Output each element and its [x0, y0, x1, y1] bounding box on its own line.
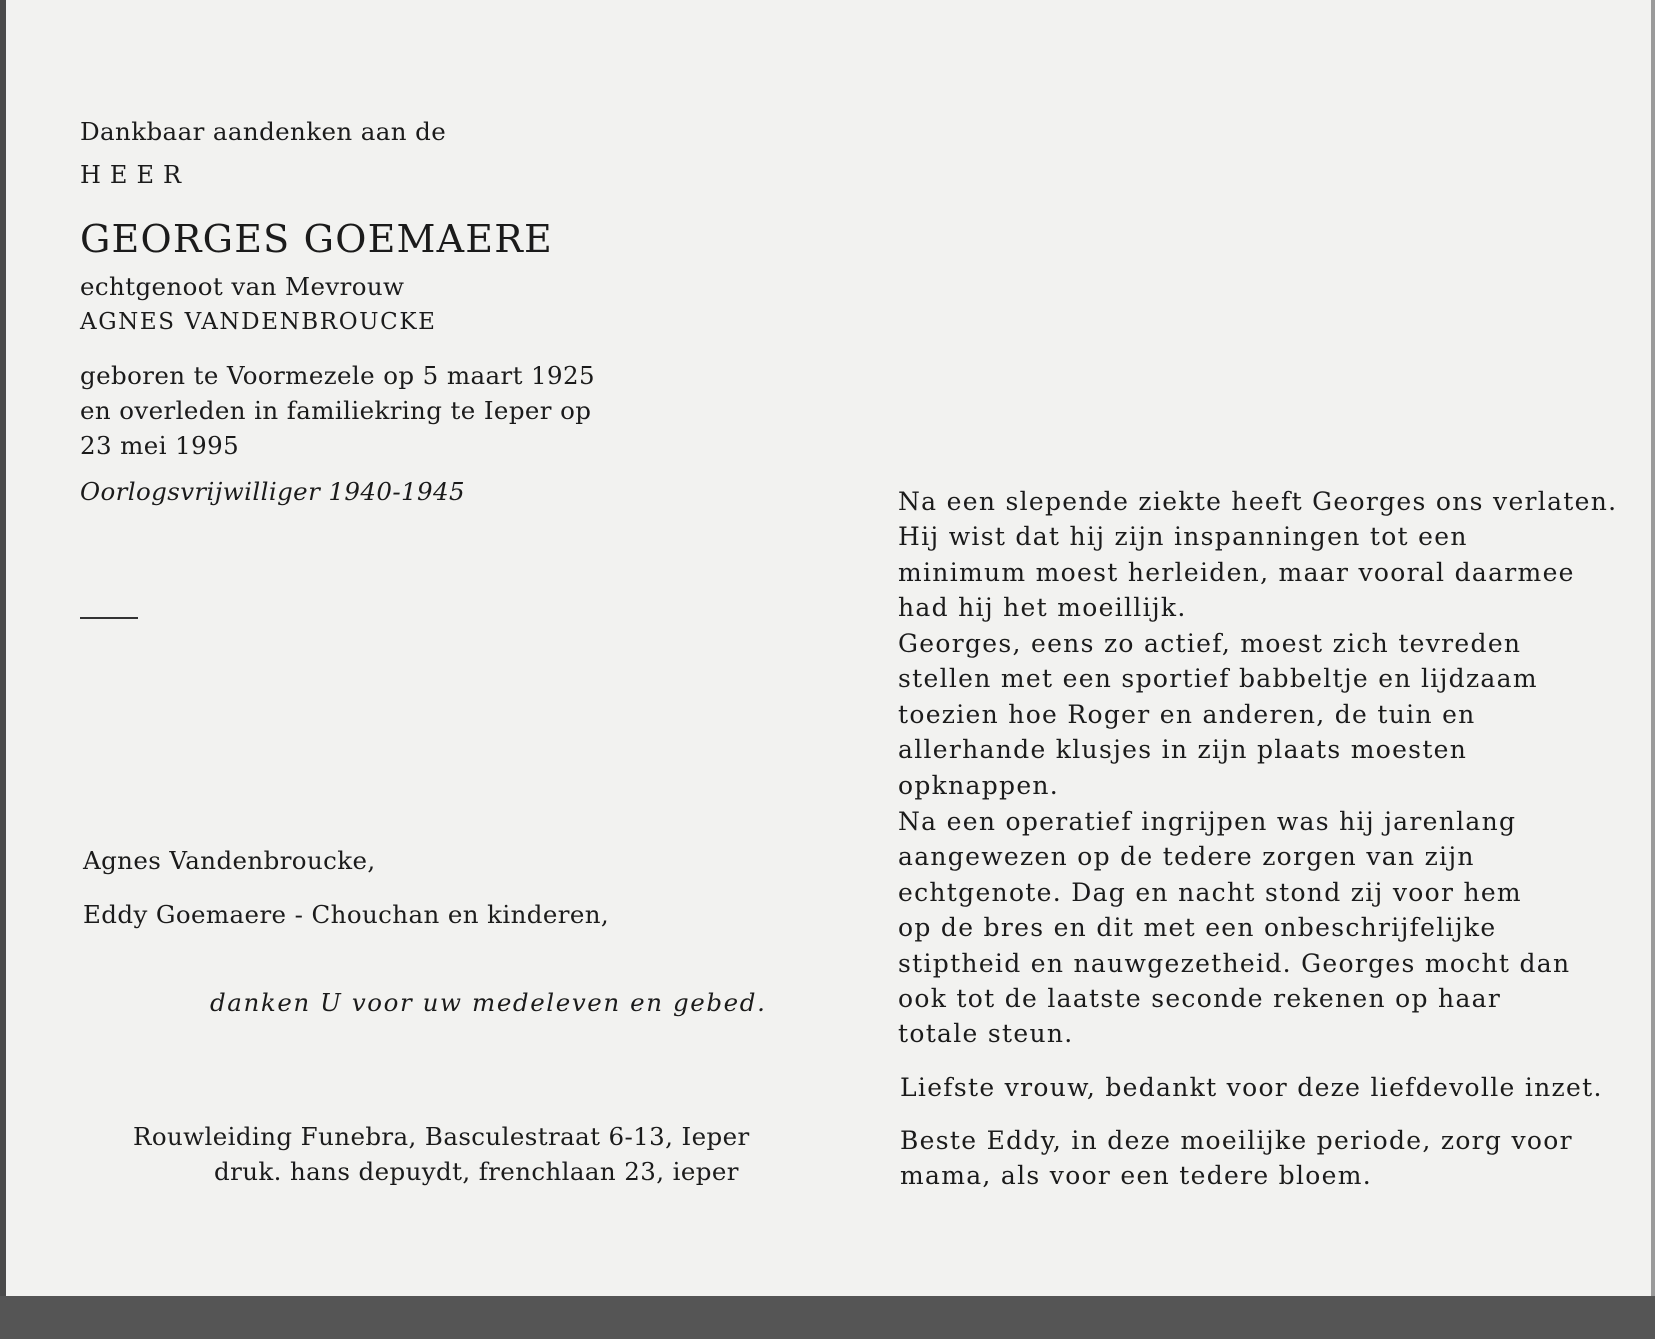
- separator-dash: [80, 617, 138, 619]
- text-line: echtgenote. Dag en nacht stond zij voor hem: [898, 878, 1522, 907]
- text-line: stellen met een sportief babbeltje en lijdzaam: [898, 664, 1538, 693]
- spouse-name: AGNES VANDENBROUCKE: [80, 309, 437, 335]
- funeral-home-line: Rouwleiding Funebra, Basculestraat 6-13, Ieper: [133, 1122, 750, 1151]
- printer-line: druk. hans depuydt, frenchlaan 23, ieper: [214, 1157, 739, 1186]
- text-line: aangewezen op de tedere zorgen van zijn: [898, 842, 1475, 871]
- volunteer-line: Oorlogsvrijwilliger 1940-1945: [80, 477, 465, 506]
- wife-line: Liefste vrouw, bedankt voor deze liefdevolle inzet.: [900, 1073, 1603, 1102]
- text-line: Georges, eens zo actief, moest zich tevreden: [898, 629, 1522, 658]
- born-line: geboren te Voormezele op 5 maart 1925: [80, 361, 595, 390]
- family-line-1: Agnes Vandenbroucke,: [83, 846, 376, 875]
- died-line-2: 23 mei 1995: [80, 431, 240, 460]
- deceased-name: GEORGES GOEMAERE: [80, 217, 553, 261]
- text-line: stiptheid en nauwgezetheid. Georges mocht dan: [898, 949, 1571, 978]
- card-right-edge: [1651, 0, 1655, 1296]
- family-line-2: Eddy Goemaere - Chouchan en kinderen,: [83, 900, 610, 929]
- text-line: toezien hoe Roger en anderen, de tuin en: [898, 700, 1476, 729]
- text-line: had hij het moeillijk.: [898, 593, 1187, 622]
- text-line: totale steun.: [898, 1019, 1074, 1048]
- eddy-line-2: mama, als voor een tedere bloem.: [900, 1161, 1372, 1190]
- text-line: ook tot de laatste seconde rekenen op haar: [898, 984, 1502, 1013]
- eddy-line-1: Beste Eddy, in deze moeilijke periode, zorg voor: [900, 1126, 1573, 1155]
- intro-text: Dankbaar aandenken aan de: [80, 117, 447, 146]
- title-heer: HEER: [80, 161, 191, 189]
- spouse-line: echtgenoot van Mevrouw: [80, 272, 405, 301]
- text-line: minimum moest herleiden, maar vooral daarmee: [898, 558, 1575, 587]
- text-line: op de bres en dit met een onbeschrijfelijke: [898, 913, 1497, 942]
- text-line: Na een slepende ziekte heeft Georges ons verlaten.: [898, 487, 1618, 516]
- scan-background-strip: [0, 1296, 1655, 1339]
- thanks-line: danken U voor uw medeleven en gebed.: [210, 988, 767, 1017]
- text-line: Hij wist dat hij zijn inspanningen tot een: [898, 522, 1468, 551]
- text-line: Na een operatief ingrijpen was hij jarenlang: [898, 807, 1517, 836]
- text-line: allerhande klusjes in zijn plaats moesten: [898, 735, 1468, 764]
- died-line-1: en overleden in familiekring te Ieper op: [80, 396, 592, 425]
- text-line: opknappen.: [898, 771, 1060, 800]
